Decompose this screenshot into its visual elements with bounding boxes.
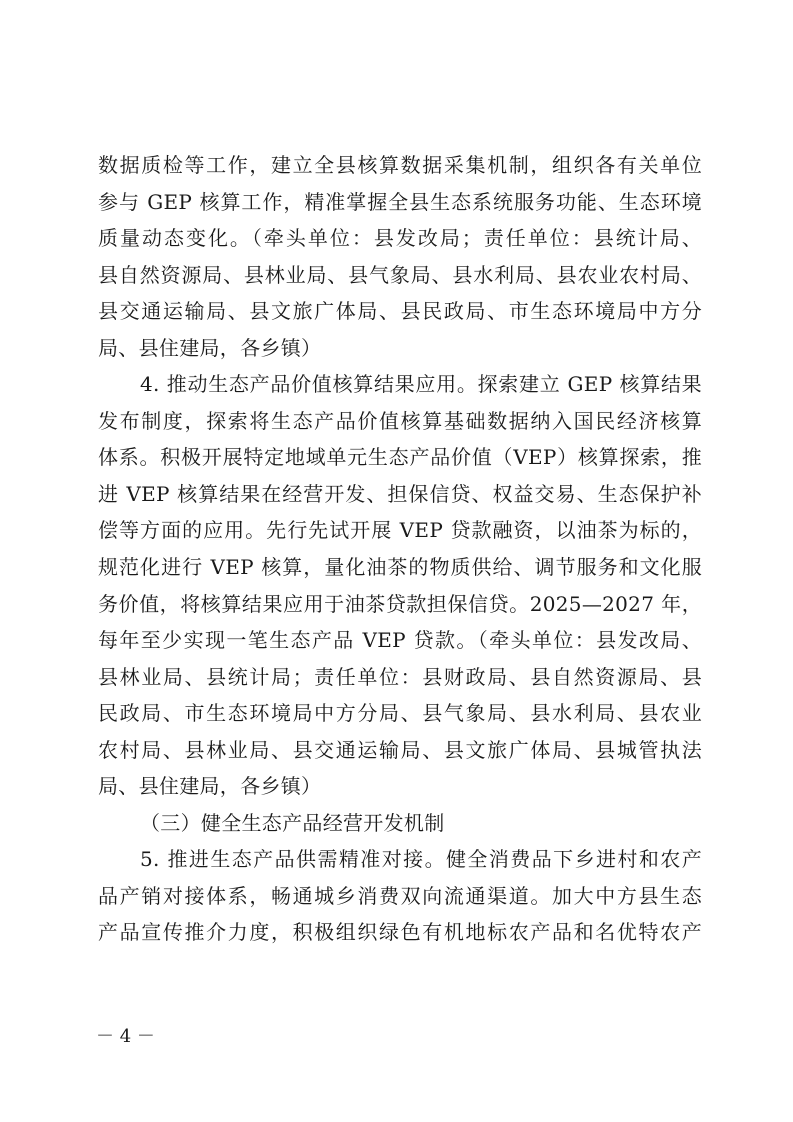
text-line: 品产销对接体系，畅通城乡消费双向流通渠道。加大中方县生态 [98,883,702,908]
text-line: 质量动态变化。（牵头单位：县发改局；责任单位：县统计局、 [98,226,702,251]
text-line: 县林业局、县统计局；责任单位：县财政局、县自然资源局、县 [98,664,702,689]
text-line: 体系。积极开展特定地域单元生态产品价值（VEP）核算探索，推 [98,445,702,470]
section-heading: （三）健全生态产品经营开发机制 [140,810,445,835]
text-line: 发布制度，探索将生态产品价值核算基础数据纳入国民经济核算 [98,408,702,433]
text-line: 务价值，将核算结果应用于油茶贷款担保信贷。2025—2027 年， [98,591,702,616]
text-line: 进 VEP 核算结果在经营开发、担保信贷、权益交易、生态保护补 [98,481,702,506]
paragraph-heading-line: 4. 推动生态产品价值核算结果应用。探索建立 GEP 核算结果 [140,372,702,397]
document-body [98,147,702,951]
text-line: 民政局、市生态环境局中方分局、县气象局、县水利局、县农业 [98,701,702,726]
text-line: 规范化进行 VEP 核算，量化油茶的物质供给、调节服务和文化服 [98,555,702,580]
text-line: 产品宣传推介力度，积极组织绿色有机地标农产品和名优特农产 [98,920,702,945]
text-line: 每年至少实现一笔生态产品 VEP 贷款。（牵头单位：县发改局、 [98,628,702,653]
text-line: 偿等方面的应用。先行先试开展 VEP 贷款融资，以油茶为标的， [98,518,702,543]
paragraph-heading-line: 5. 推进生态产品供需精准对接。健全消费品下乡进村和农产 [140,847,702,872]
text-line: 县自然资源局、县林业局、县气象局、县水利局、县农业农村局、 [98,262,702,287]
text-line: 县交通运输局、县文旅广体局、县民政局、市生态环境局中方分 [98,299,702,324]
text-line: 局、县住建局，各乡镇） [98,335,322,360]
text-line: 数据质检等工作，建立全县核算数据采集机制，组织各有关单位 [98,153,702,177]
page-number: － 4 － [96,1026,155,1047]
text-line: 农村局、县林业局、县交通运输局、县文旅广体局、县城管执法 [98,737,702,762]
text-line: 参与 GEP 核算工作，精准掌握全县生态系统服务功能、生态环境 [98,189,702,214]
text-line: 局、县住建局，各乡镇） [98,774,322,799]
